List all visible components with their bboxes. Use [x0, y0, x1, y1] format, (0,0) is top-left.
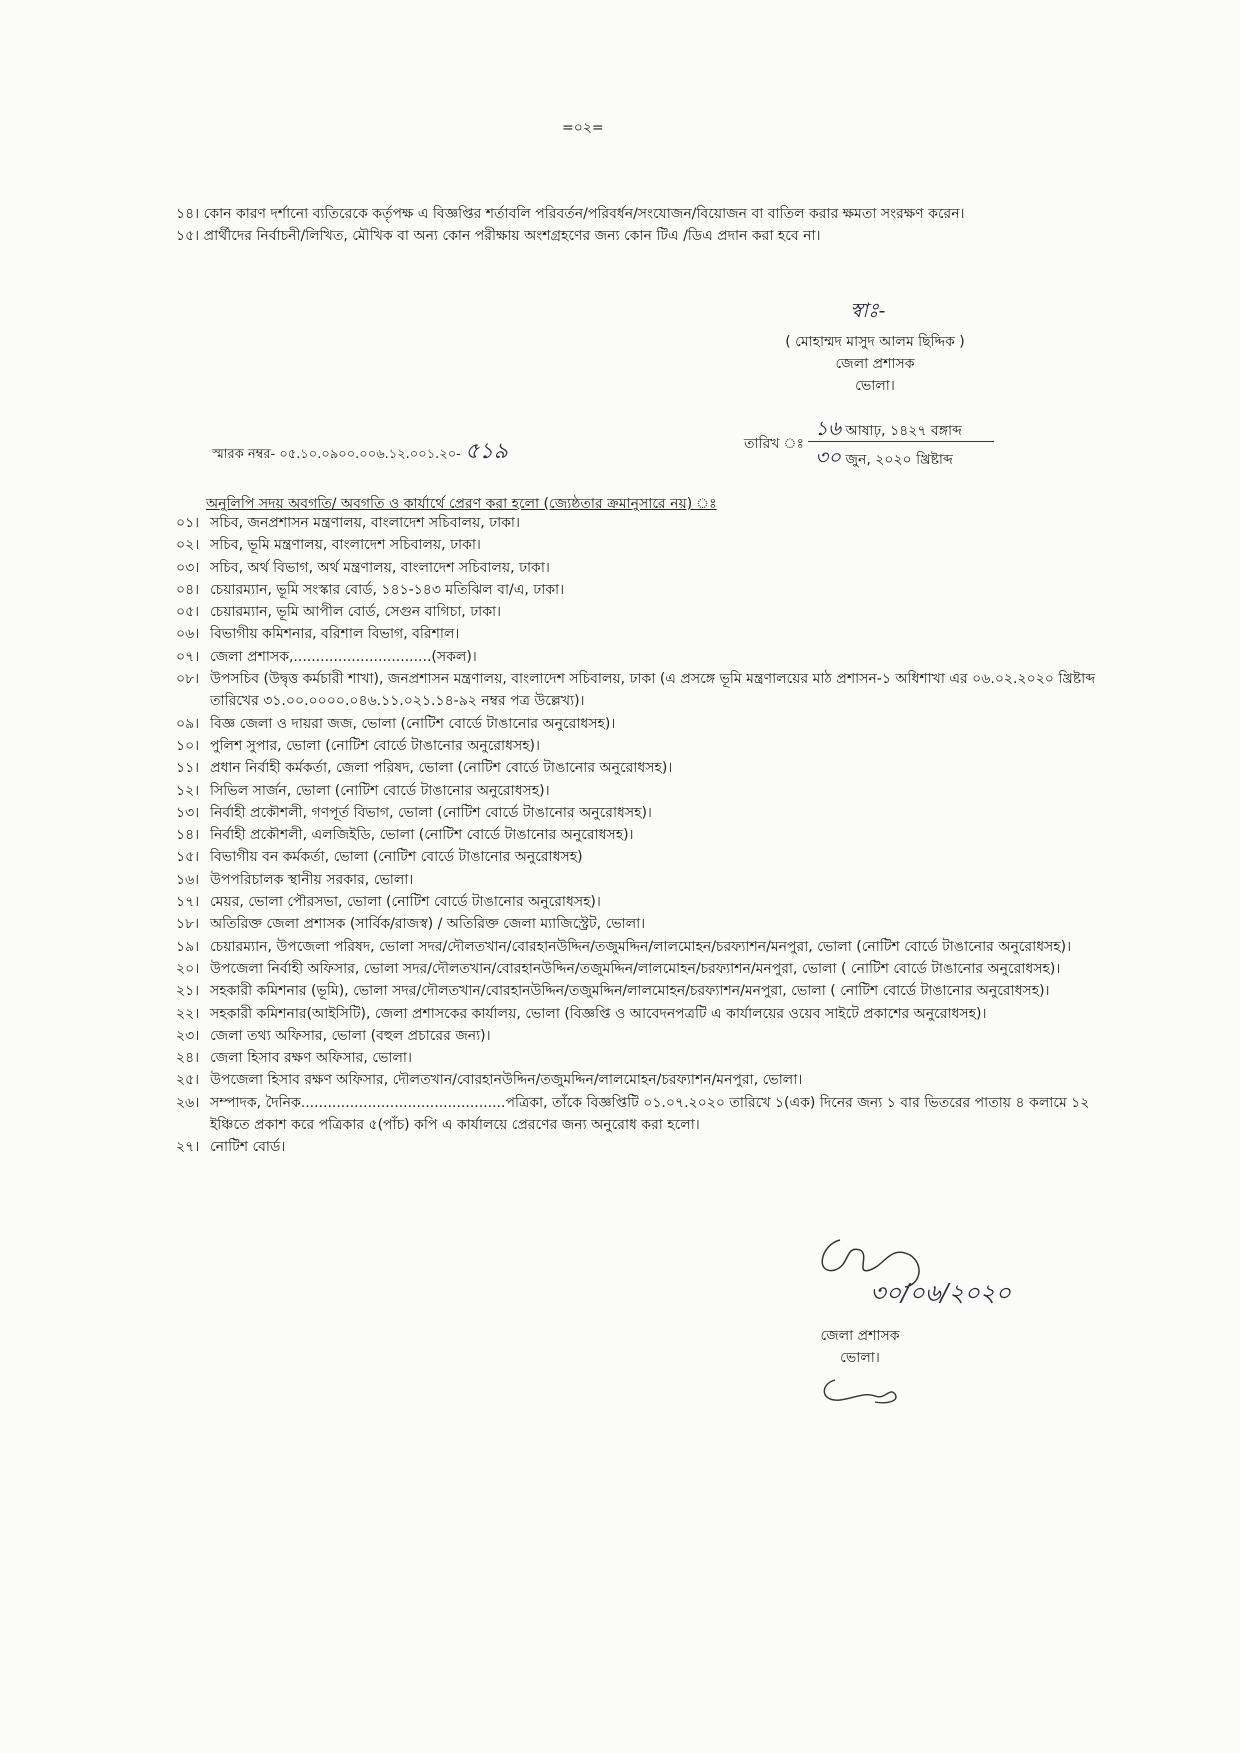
recipient-text: উপসচিব (উদ্বৃত্ত কর্মচারী শাখা), জনপ্রশাসন মন্ত্রণালয়, বাংলাদেশ সচিবালয়, ঢাকা (এ প্রসঙ্গে ভূমি মন্ত্রণালয়ের মাঠ প্রশাসন-১ অধিশাখা এর ০৬.০২.২০২০ খ্রিষ্টাব্দ তারিখের ৩১.০০.০০০০.০৪৬.১১.০২১.১৪-৯২ নম্বর পত্র উল্লেখ্য)। [210, 671, 1096, 710]
recipient-number: ০৮। [176, 671, 200, 688]
recipient-number: ১৬। [176, 871, 200, 888]
recipient-number: ০৫। [176, 604, 200, 621]
recipient-item [176, 623, 1106, 645]
recipient-text: চেয়ারম্যান, ভূমি সংস্কার বোর্ড, ১৪১-১৪৩ মতিঝিল বা/এ, ঢাকা। [210, 581, 565, 598]
recipient-item [176, 534, 1106, 556]
recipient-number: ০২। [176, 537, 200, 554]
recipient-number: ২৭। [176, 1139, 200, 1156]
recipient-text: উপপরিচালক স্থানীয় সরকার, ভোলা। [210, 871, 414, 888]
memo-handwritten-number: ৫১৯ [465, 439, 508, 464]
recipient-text: সম্পাদক, দৈনিক..............................................পত্রিকা, তাঁকে বিজ্ঞপ্তিটি ০১.০৭.২০২০ তারিখে ১(এক) দিনের জন্য ১ বার ভিতরের পাতায় ৪ কলামে ১২ ইঞ্চিতে প্রকাশ করে পত্রিকার ৫(পাঁচ) কপি এ কার্যালয়ে প্রেরণের জন্য অনুরোধ করা হলো। [210, 1094, 1090, 1134]
condition-14 [176, 202, 965, 226]
page-number: =০২= [562, 120, 604, 136]
recipient-item [176, 579, 1106, 601]
recipient-number: ২৪। [176, 1050, 200, 1067]
recipient-text: চেয়ারম্যান, ভূমি আপীল বোর্ড, সেগুন বাগিচা, ঢাকা। [210, 604, 502, 621]
condition-text: কোন কারণ দর্শানো ব্যতিরেকে কর্তৃপক্ষ এ বিজ্ঞপ্তির শর্তাবলি পরিবর্তন/পরিবর্ধন/সংযোজন/বিয়োজন বা বাতিল করার ক্ষমতা সংরক্ষণ করেন। [203, 206, 965, 222]
recipient-number: ০৯। [176, 715, 200, 732]
recipient-text: সহকারী কমিশনার(আইসিটি), জেলা প্রশাসকের কার্যালয়, ভোলা (বিজ্ঞপ্তি ও আবেদনপত্রটি এ কার্যালয়ের ওয়েব সাইটে প্রকাশের অনুরোধসহ)। [210, 1005, 987, 1022]
recipient-text: সচিব, অর্থ বিভাগ, অর্থ মন্ত্রণালয়, বাংলাদেশ সচিবালয়, ঢাকা। [210, 559, 550, 576]
recipient-number: ১৮। [176, 916, 200, 933]
date-english-day: ৩০ [815, 445, 842, 469]
signature: স্বাঃ- [850, 298, 886, 322]
recipient-text: সচিব, ভূমি মন্ত্রণালয়, বাংলাদেশ সচিবালয়, ঢাকা। [210, 537, 481, 554]
recipient-item [176, 802, 1106, 824]
recipient-item [176, 891, 1106, 913]
signatory-name: ( মোহাম্মদ মাসুদ আলম ছিদ্দিক ) [785, 334, 965, 350]
date-bangla-day: ১৬ [815, 416, 841, 440]
recipient-item [176, 668, 1106, 713]
recipient-text: চেয়ারম্যান, উপজেলা পরিষদ, ভোলা সদর/দৌলতখান/বোরহানউদ্দিন/তজুমদ্দিন/লালমোহন/চরফ্যাশন/মনপুরা, ভোলা (নোটিশ বোর্ডে টাঙানোর অনুরোধসহ)। [210, 938, 1072, 955]
date-english [815, 443, 953, 476]
recipient-number: ০১। [176, 515, 200, 531]
recipient-number: ১৫। [176, 849, 200, 866]
recipient-item [176, 846, 1106, 868]
date-bangla-rest: আষাঢ়, ১৪২৭ বঙ্গাব্দ [845, 423, 962, 439]
recipient-text: নোটিশ বোর্ড। [210, 1139, 286, 1156]
recipient-text: নির্বাহী প্রকৌশলী, এলজিইডি, ভোলা (নোটিশ বোর্ডে টাঙানোর অনুরোধসহ)। [210, 827, 634, 844]
bottom-designation: জেলা প্রশাসক [820, 1328, 900, 1344]
memo-label: স্মারক নম্বর- ০৫.১০.০৯০০.০০৬.১২.০০১.২০- [212, 447, 461, 462]
recipient-item [176, 913, 1106, 935]
recipient-text: সহকারী কমিশনার (ভূমি), ভোলা সদর/দৌলতখান/বোরহানউদ্দিন/তজুমদ্দিন/লালমোহন/চরফ্যাশন/মনপুরা, ভোলা ( নোটিশ বোর্ডে টাঙানোর অনুরোধসহ)। [210, 983, 1050, 1000]
recipient-item [176, 980, 1106, 1002]
recipient-number: ২১। [176, 983, 200, 1000]
recipient-text: জেলা প্রশাসক,...............................(সকল)। [210, 648, 477, 665]
recipient-number: ০৩। [176, 559, 200, 576]
date-english-rest: জুন, ২০২০ খ্রিষ্টাব্দ [845, 452, 953, 468]
recipient-item [176, 1025, 1106, 1047]
recipient-item [176, 780, 1106, 802]
recipient-text: অতিরিক্ত জেলা প্রশাসক (সার্বিক/রাজস্ব) / অতিরিক্ত জেলা ম্যাজিস্ট্রেট, ভোলা। [210, 916, 646, 933]
recipient-item [176, 1069, 1106, 1091]
condition-text: প্রার্থীদের নির্বাচনী/লিখিত, মৌখিক বা অন্য কোন পরীক্ষায় অংশগ্রহণের জন্য কোন টিএ /ডিএ প্রদান করা হবে না। [203, 228, 821, 244]
recipient-text: জেলা তথ্য অফিসার, ভোলা (বহুল প্রচারের জন্য)। [210, 1027, 491, 1044]
recipient-item [176, 824, 1106, 846]
bottom-place: ভোলা। [840, 1350, 880, 1366]
recipient-number: ১৯। [176, 938, 200, 955]
recipient-text: পুলিশ সুপার, ভোলা (নোটিশ বোর্ডে টাঙানোর অনুরোধসহ)। [210, 737, 541, 754]
recipient-number: ২৫। [176, 1072, 200, 1089]
recipient-number: ১৪। [176, 827, 200, 844]
signatory-place: ভোলা। [855, 378, 895, 394]
recipient-item [176, 512, 1106, 534]
recipient-text: মেয়র, ভোলা পৌরসভা, ভোলা (নোটিশ বোর্ডে টাঙানোর অনুরোধসহ)। [210, 894, 601, 911]
recipient-item [176, 936, 1106, 958]
recipient-item [176, 1047, 1106, 1069]
date-divider [808, 441, 994, 442]
recipient-number: ১২। [176, 782, 200, 799]
signatory-designation: জেলা প্রশাসক [835, 356, 915, 372]
handwritten-date: ৩০/০৬/২০২০ [870, 1279, 1012, 1307]
recipient-text: সচিব, জনপ্রশাসন মন্ত্রণালয়, বাংলাদেশ সচিবালয়, ঢাকা। [210, 515, 520, 531]
recipient-item [176, 757, 1106, 779]
recipient-item [176, 869, 1106, 891]
recipient-text: জেলা হিসাব রক্ষণ অফিসার, ভোলা। [210, 1050, 412, 1067]
recipient-item [176, 1136, 1106, 1158]
recipient-text: নির্বাহী প্রকৌশলী, গণপূর্ত বিভাগ, ভোলা (নোটিশ বোর্ডে টাঙানোর অনুরোধসহ)। [210, 804, 652, 821]
recipient-number: ১১। [176, 760, 200, 777]
recipient-number: ০৭। [176, 648, 200, 665]
recipient-item [176, 735, 1106, 757]
recipient-text: উপজেলা হিসাব রক্ষণ অফিসার, দৌলতখান/বোরহানউদ্দিন/তজুমদ্দিন/লালমোহন/চরফ্যাশন/মনপুরা, ভোলা। [210, 1072, 803, 1089]
recipient-number: ২২। [176, 1005, 200, 1022]
recipient-item [176, 601, 1106, 623]
date-label: তারিখ ঃ [744, 436, 804, 452]
recipient-text: সিভিল সার্জন, ভোলা (নোটিশ বোর্ডে টাঙানোর অনুরোধসহ)। [210, 782, 550, 799]
recipient-number: ২৩। [176, 1027, 200, 1044]
recipient-number: ২০। [176, 960, 200, 977]
recipient-text: বিভাগীয় কমিশনার, বরিশাল বিভাগ, বরিশাল। [210, 626, 460, 643]
copy-heading: অনুলিপি সদয় অবগতি/ অবগতি ও কার্যার্থে প্রেরণ করা হলো (জ্যেষ্ঠতার ক্রমানুসারে নয়) ঃ [206, 496, 717, 512]
recipient-text: বিজ্ঞ জেলা ও দায়রা জজ, ভোলা (নোটিশ বোর্ডে টাঙানোর অনুরোধসহ)। [210, 715, 616, 732]
condition-number: ১৪। [176, 206, 200, 222]
recipient-item [176, 646, 1106, 668]
recipient-item [176, 1003, 1106, 1025]
recipient-number: ১৭। [176, 894, 200, 911]
recipient-number: ১০। [176, 737, 200, 754]
recipient-number: ১৩। [176, 804, 200, 821]
recipient-list [176, 512, 1106, 1159]
recipient-number: ০৪। [176, 581, 200, 598]
recipient-number: ২৬। [176, 1094, 200, 1111]
recipient-text: উপজেলা নির্বাহী অফিসার, ভোলা সদর/দৌলতখান/বোরহানউদ্দিন/তজুমদ্দিন/লালমোহন/চরফ্যাশন/মনপুরা, ভোলা ( নোটিশ বোর্ডে টাঙানোর অনুরোধসহ)। [210, 960, 1061, 977]
condition-15 [176, 224, 821, 248]
initial-scribble [815, 1372, 905, 1407]
recipient-item [176, 557, 1106, 579]
condition-number: ১৫। [176, 228, 200, 244]
signature-scribble [810, 1225, 940, 1295]
recipient-item [176, 958, 1106, 980]
recipient-number: ০৬। [176, 626, 200, 643]
recipient-text: বিভাগীয় বন কর্মকর্তা, ভোলা (নোটিশ বোর্ডে টাঙানোর অনুরোধসহ) [210, 849, 583, 866]
memo-number [212, 434, 508, 471]
recipient-item [176, 1092, 1106, 1137]
recipient-item [176, 713, 1106, 735]
recipient-text: প্রধান নির্বাহী কর্মকর্তা, জেলা পরিষদ, ভোলা (নোটিশ বোর্ডে টাঙানোর অনুরোধসহ)। [210, 760, 673, 777]
